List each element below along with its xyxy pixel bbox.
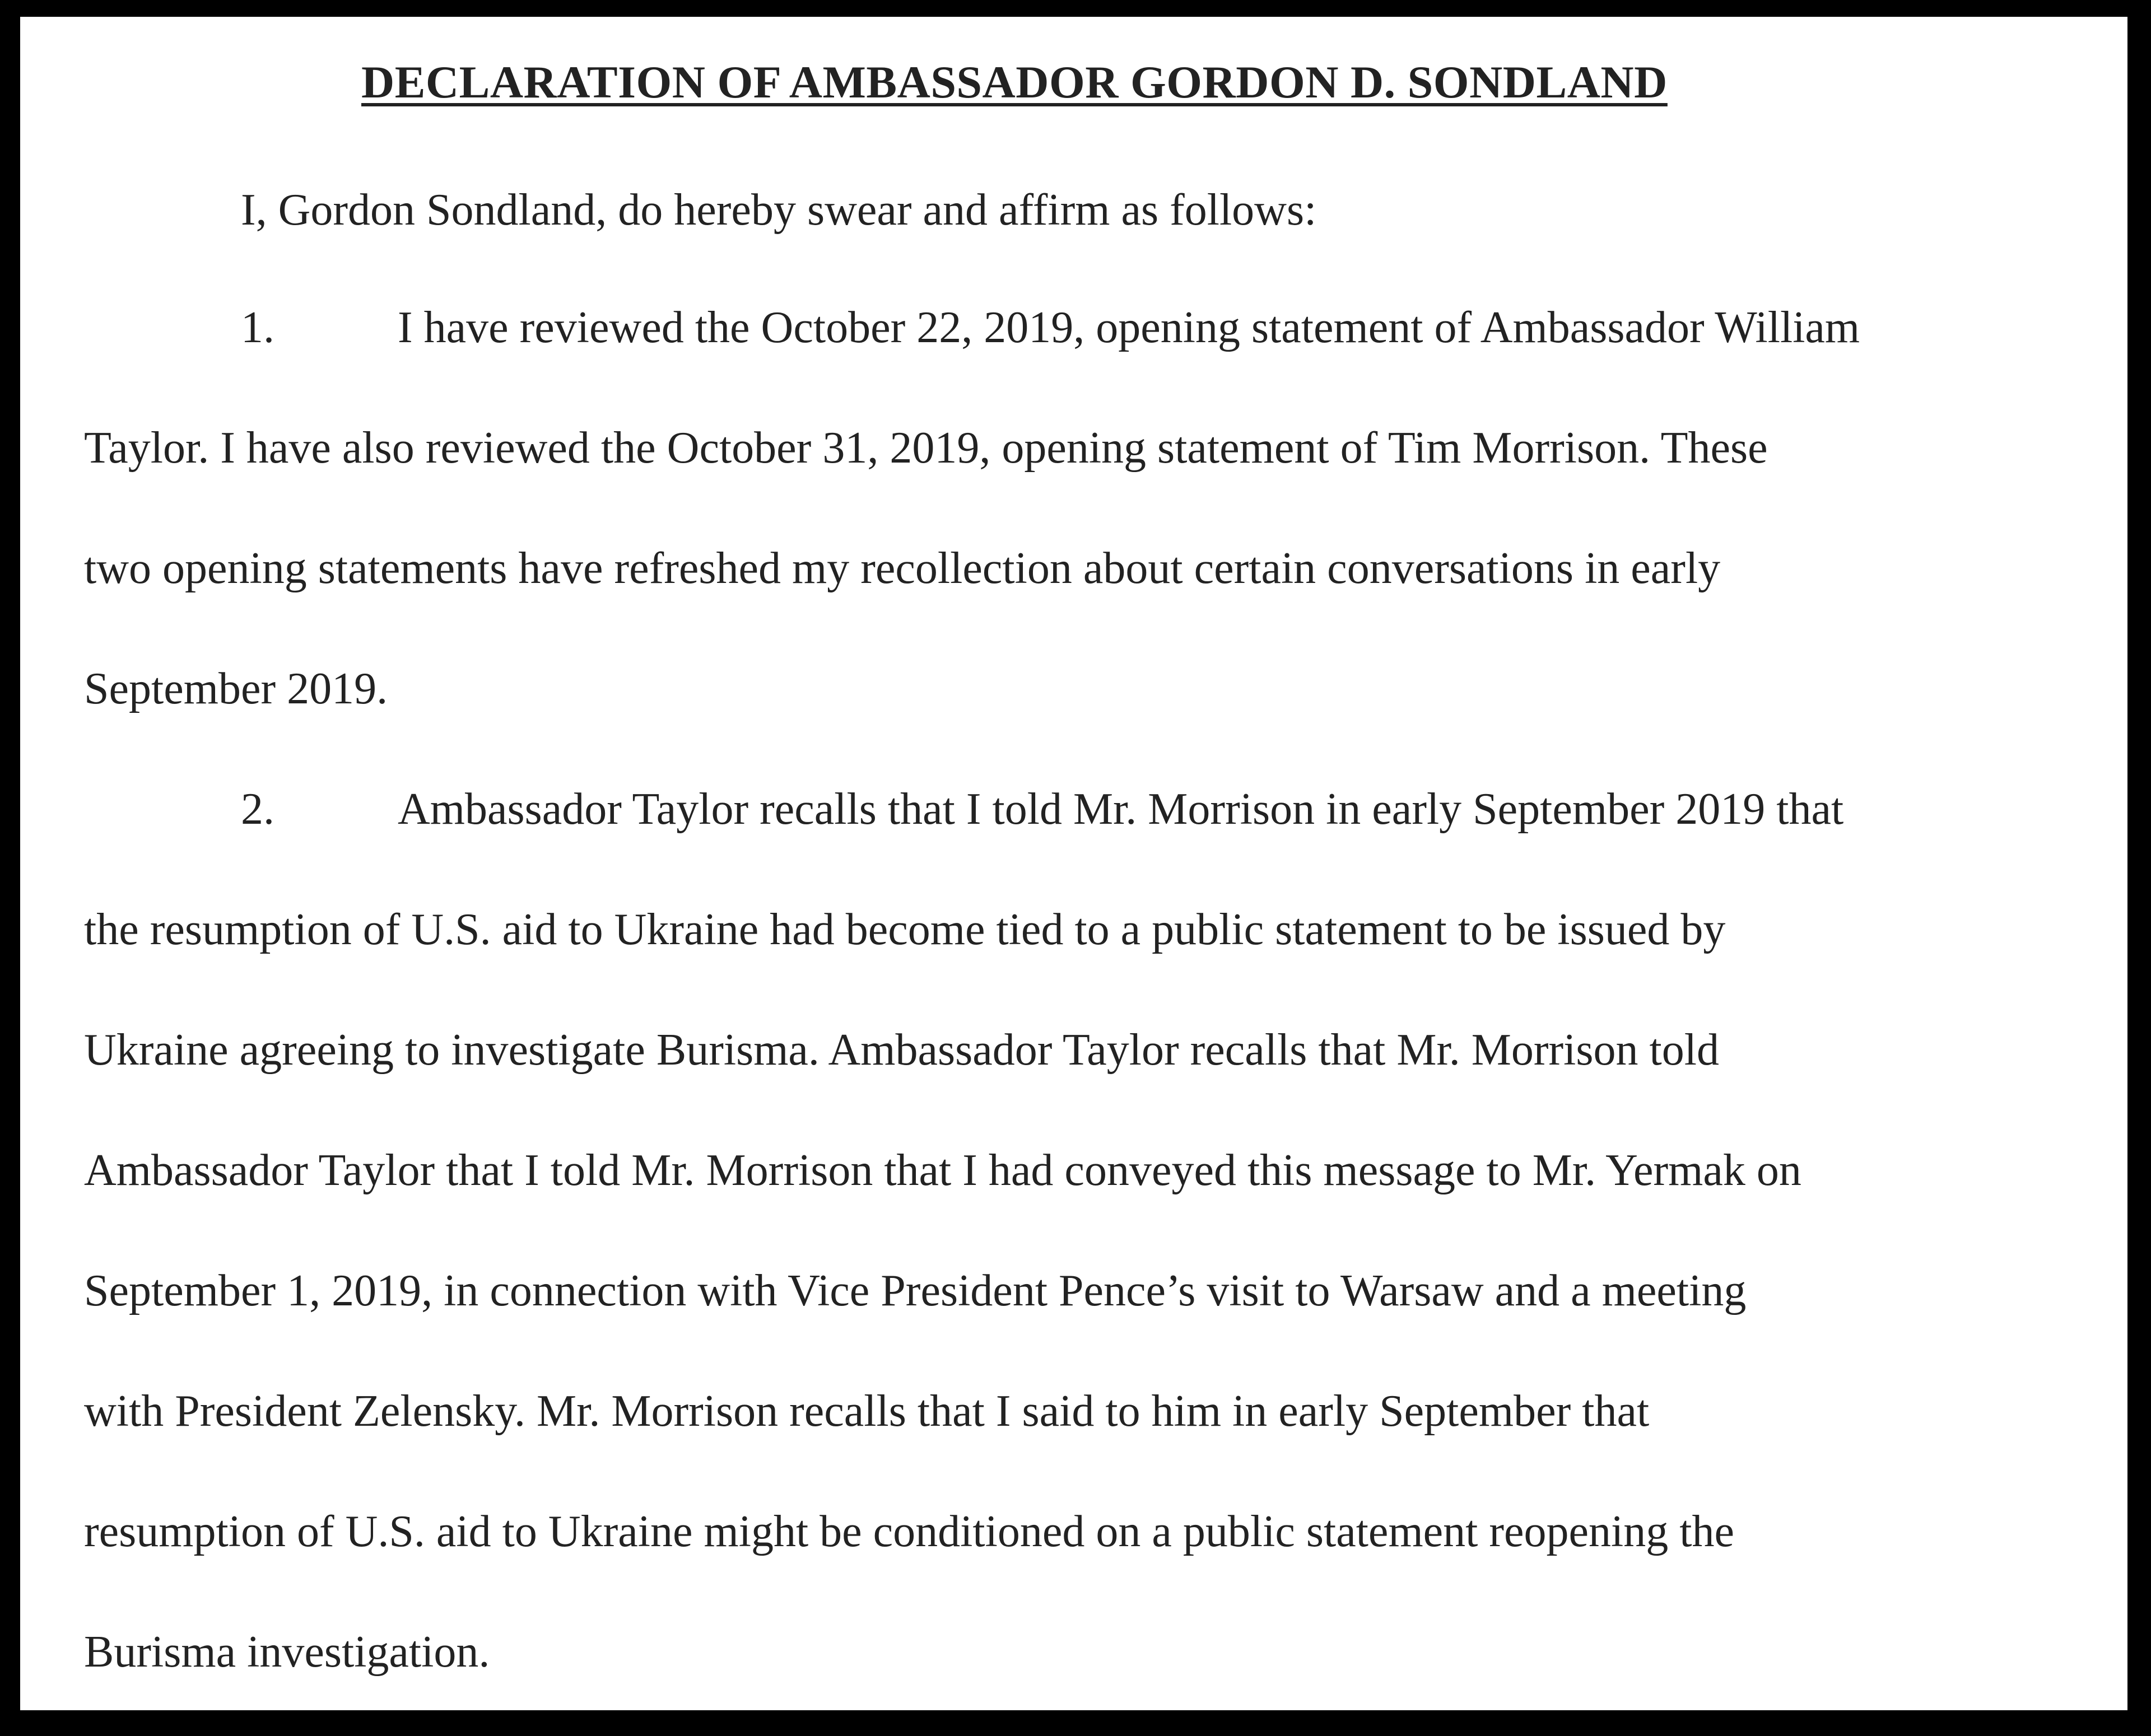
paragraph-1-line-3: two opening statements have refreshed my recollection about certain conversations in early — [84, 544, 1721, 593]
paragraph-2-line-1: Ambassador Taylor recalls that I told Mr. Morrison in early September 2019 that — [398, 785, 1844, 834]
paragraph-1-line-2: Taylor. I have also reviewed the October 31, 2019, opening statement of Tim Morrison. These — [84, 423, 1768, 473]
paragraph-2-line-3: Ukraine agreeing to investigate Burisma. Ambassador Taylor recalls that Mr. Morrison told — [84, 1025, 1719, 1075]
paragraph-number-2: 2. — [241, 785, 274, 834]
document-title: DECLARATION OF AMBASSADOR GORDON D. SONDLAND — [361, 57, 1668, 108]
paragraph-2-line-8: Burisma investigation. — [84, 1627, 490, 1677]
paragraph-2-line-4: Ambassador Taylor that I told Mr. Morrison that I had conveyed this message to Mr. Yermak on — [84, 1146, 1801, 1195]
paragraph-number-1: 1. — [241, 303, 274, 352]
paragraph-1-line-1: I have reviewed the October 22, 2019, opening statement of Ambassador William — [398, 303, 1860, 352]
paragraph-2-line-2: the resumption of U.S. aid to Ukraine had become tied to a public statement to be issued by — [84, 905, 1726, 954]
paragraph-1-line-4: September 2019. — [84, 664, 388, 713]
paragraph-2-line-6: with President Zelensky. Mr. Morrison recalls that I said to him in early September that — [84, 1387, 1650, 1436]
intro-line: I, Gordon Sondland, do hereby swear and affirm as follows: — [241, 185, 1317, 235]
paragraph-2-line-5: September 1, 2019, in connection with Vice President Pence’s visit to Warsaw and a meeting — [84, 1266, 1747, 1315]
paragraph-2-line-7: resumption of U.S. aid to Ukraine might be conditioned on a public statement reopening the — [84, 1507, 1735, 1556]
